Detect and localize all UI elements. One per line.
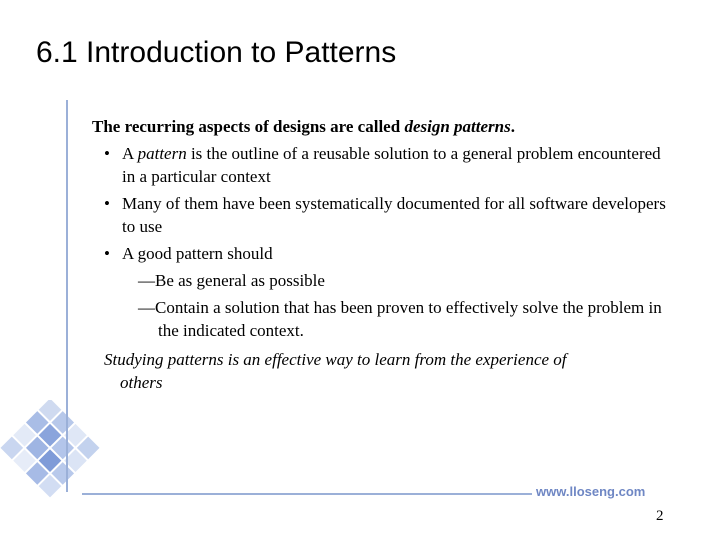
closing-statement [104,348,672,394]
sub-item [92,296,672,342]
bullet-icon: • [104,244,110,263]
slide-title: 6.1 Introduction to Patterns [36,36,397,69]
slide-body [92,115,672,394]
bullet-icon: • [104,144,110,163]
bullet-icon: • [104,194,110,213]
closing-line-2: others [120,373,163,392]
bullet-item [92,142,672,188]
vertical-rule [66,100,68,492]
closing-line-1: Studying patterns is an effective way to learn from the experience of [104,350,567,369]
footer-url[interactable]: www.lloseng.com [532,484,649,499]
lead-text: The recurring aspects of designs are called [92,117,405,136]
bullet-text-post: is the outline of a reusable solution to a general problem encountered in a particular context [122,144,661,186]
bullet-text-pre: A [122,144,138,163]
lead-sentence [92,115,672,138]
bullet-text: Many of them have been systematically documented for all software developers to use [122,194,666,236]
bullet-text: A good pattern should [122,244,273,263]
page-number: 2 [656,508,664,524]
sub-item-text: —Contain a solution that has been proven to effectively solve the problem in the indicated context. [138,298,662,340]
bullet-emphasis: pattern [137,144,187,163]
bullet-item [92,192,672,238]
lead-end: . [510,117,515,136]
sub-item-text: —Be as general as possible [138,271,325,290]
sub-item [92,269,672,292]
lead-emphasis: design patterns [404,117,511,136]
bullet-item [92,242,672,265]
